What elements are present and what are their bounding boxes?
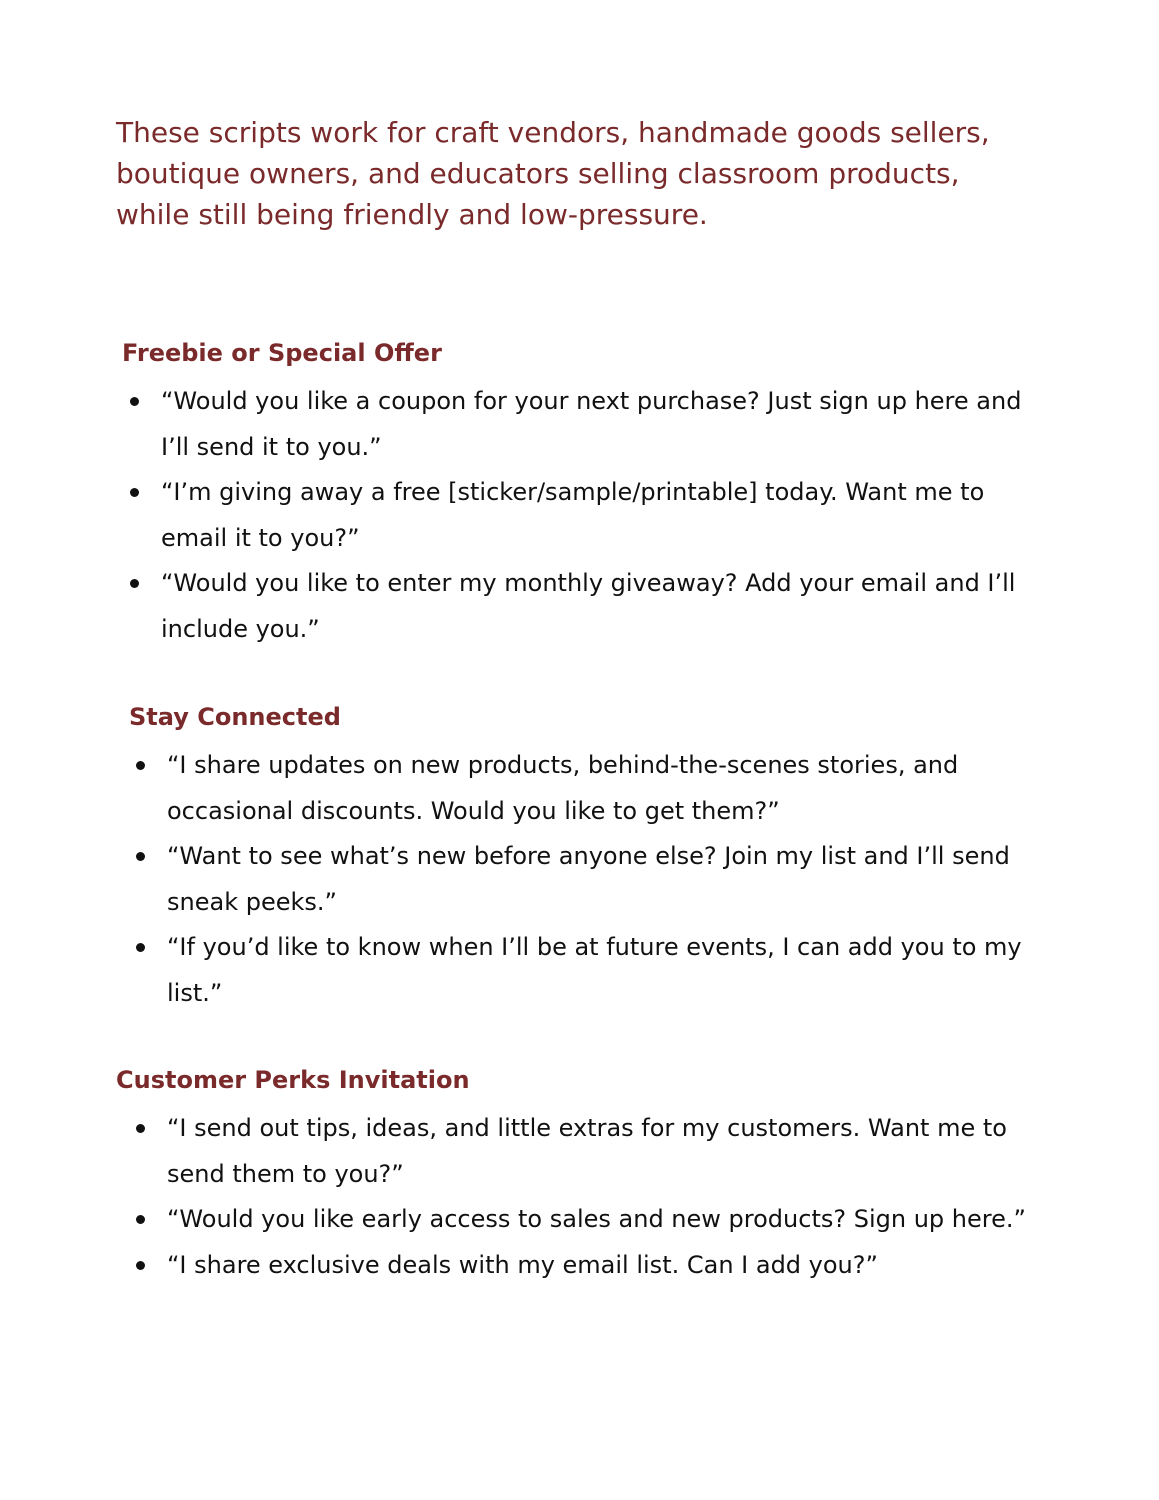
bullet-icon bbox=[130, 488, 139, 497]
section-heading: Freebie or Special Offer bbox=[122, 339, 442, 367]
section-stay-connected bbox=[129, 701, 1089, 1016]
script-text: “I share updates on new products, behind-the-scenes stories, and occasional discounts. Would you like to get them?” bbox=[167, 751, 959, 825]
list-item bbox=[122, 1106, 1052, 1197]
list-item bbox=[122, 1243, 1052, 1289]
bullet-icon bbox=[136, 1215, 145, 1224]
list-item bbox=[122, 925, 1052, 1016]
list-item bbox=[122, 834, 1052, 925]
list-item bbox=[116, 561, 1046, 652]
script-text: “Want to see what’s new before anyone else? Join my list and I’ll send sneak peeks.” bbox=[167, 842, 1010, 916]
script-list bbox=[122, 379, 1082, 652]
intro-paragraph: These scripts work for craft vendors, handmade goods sellers, boutique owners, and educators selling classroom products, while still being friendly and low-pressure. bbox=[116, 116, 990, 231]
list-item bbox=[116, 379, 1046, 470]
section-heading: Stay Connected bbox=[129, 703, 341, 731]
script-text: “Would you like to enter my monthly giveaway? Add your email and I’ll include you.” bbox=[161, 569, 1016, 643]
script-text: “Would you like a coupon for your next purchase? Just sign up here and I’ll send it to you.” bbox=[161, 387, 1022, 461]
bullet-icon bbox=[136, 761, 145, 770]
script-text: “Would you like early access to sales and new products? Sign up here.” bbox=[167, 1205, 1026, 1233]
section-customer-perks bbox=[116, 1064, 1076, 1288]
script-text: “I send out tips, ideas, and little extras for my customers. Want me to send them to you?” bbox=[167, 1114, 1007, 1188]
bullet-icon bbox=[136, 943, 145, 952]
bullet-icon bbox=[136, 1124, 145, 1133]
script-list bbox=[129, 743, 1089, 1016]
section-freebie-offer bbox=[122, 337, 1082, 652]
list-item bbox=[122, 743, 1052, 834]
script-text: “I share exclusive deals with my email list. Can I add you?” bbox=[167, 1250, 878, 1279]
script-text: “I’m giving away a free [sticker/sample/printable] today. Want me to email it to you?” bbox=[161, 478, 985, 552]
list-item bbox=[122, 1197, 1052, 1243]
bullet-icon bbox=[136, 852, 145, 861]
list-item bbox=[116, 470, 1046, 561]
bullet-icon bbox=[130, 397, 139, 406]
bullet-icon bbox=[130, 579, 139, 588]
script-list bbox=[116, 1106, 1076, 1288]
script-text: “If you’d like to know when I’ll be at future events, I can add you to my list.” bbox=[167, 933, 1022, 1007]
section-heading: Customer Perks Invitation bbox=[116, 1066, 470, 1094]
bullet-icon bbox=[136, 1261, 145, 1270]
